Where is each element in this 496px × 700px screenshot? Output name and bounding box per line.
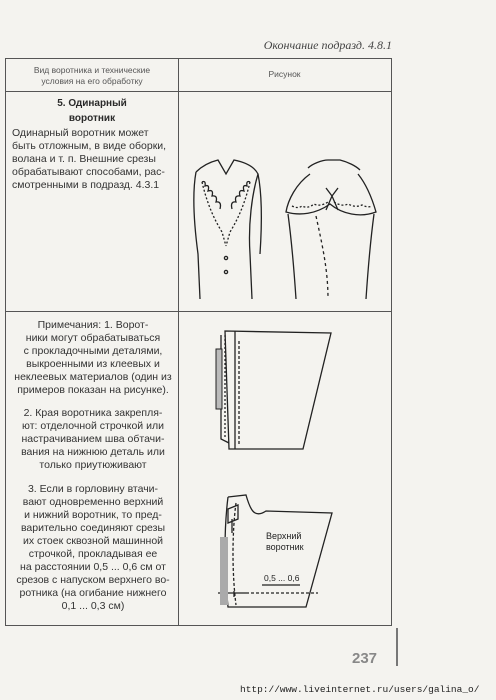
instruction-table <box>5 58 392 626</box>
collar-styles-illustration <box>188 154 388 304</box>
collar-stand-diagram <box>206 489 336 619</box>
upper-collar-label-2: воротник <box>266 542 304 552</box>
right-column-header: Рисунок <box>268 69 301 79</box>
page-edge-bar <box>396 628 398 666</box>
upper-collar-label-1: Верхний <box>266 531 302 541</box>
section-title: 5. Одинарный воротник <box>57 98 127 124</box>
note-1: Примечания: 1. Ворот- ники могут обрабатываться с прокладочными деталями, выкроенными из клеевых и неклеевых материалов (один из примеров показан на рисунке). <box>14 319 172 396</box>
note-2: 2. Края воротника закрепля- ют: отделочной строчкой или настрачиванием шва обтачи- вания на нижнюю деталь или только приутюживают <box>21 407 165 471</box>
seam-allowance-label: 0,5 ... 0,6 <box>264 573 300 583</box>
left-column-header: Вид воротника и технические условия на его обработку <box>33 65 151 86</box>
continuation-header: Окончание подразд. 4.8.1 <box>263 38 392 52</box>
collar-interfacing-diagram <box>211 327 341 455</box>
column-divider <box>178 59 179 625</box>
header-divider <box>6 91 391 92</box>
row-divider <box>6 311 391 312</box>
page-number: 237 <box>352 650 378 667</box>
source-url: http://www.liveinternet.ru/users/galina_o/ <box>240 684 480 695</box>
note-3: 3. Если в горловину втачи- вают одновременно верхний и нижний воротник, то пред- варительно соединяют срезы их стоек сквозной машинной строчкой, прокладывая ее на расстоянии 0,5 ... 0,6 см от срезов с напуском верхнего во- ротника (на огибание нижнего 0,1 ... 0,3 см) <box>16 483 170 612</box>
section-description: Одинарный воротник может быть отложным, в виде оборки, волана и т. п. Внешние срезы обрабатывают способами, рас- смотренными в подразд. 4.3.1 <box>12 127 167 191</box>
